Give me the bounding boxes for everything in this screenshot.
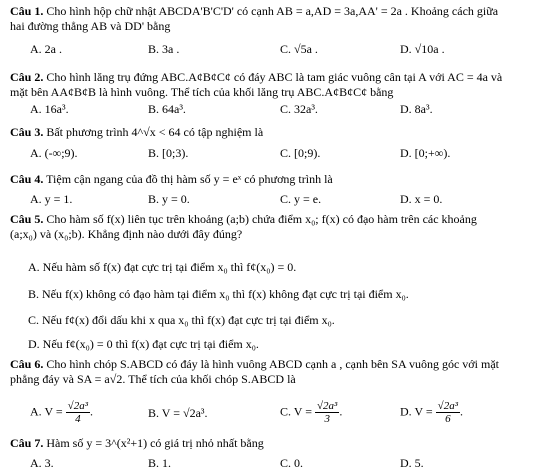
q5-option-d[interactable]: D. Nếu f¢(x₀) = 0 thì f(x) đạt cực trị tại điểm x₀. [28,337,259,351]
question-2-label: Câu 2. [10,70,44,84]
question-5-label: Câu 5. [10,212,44,226]
q1-option-b[interactable]: B. 3a . [148,42,180,56]
question-2 [10,70,550,100]
question-1-label: Câu 1. [10,4,44,18]
question-4-label: Câu 4. [10,172,44,186]
q6-option-a-fraction [66,400,90,425]
q6-option-a[interactable]: A. V = $\frac{\text{√2a³}}{4}$ . [30,400,94,425]
question-3-text: Bất phương trình 4^√x < 64 có tập nghiệm là [46,125,264,139]
q6-option-d[interactable]: D. V = $\frac{\text{√2a³}}{6}$ . [400,400,464,425]
question-4 [10,172,550,187]
q6-option-b[interactable] [148,406,208,421]
q4-option-d[interactable]: D. x = 0. [400,192,443,206]
question-6-text-line2: phẳng đáy và SA = a√2. Thể tích của khối chóp S.ABCD là [10,372,296,386]
q5-option-c[interactable]: C. Nếu f¢(x) đổi dấu khi x qua x₀ thì f(x) đạt cực trị tại điểm x₀. [28,313,335,327]
q4-option-c[interactable]: C. y = e. [280,192,322,206]
question-7-text: Hàm số y = 3^(x²+1) có giá trị nhỏ nhất bằng [46,436,264,450]
question-7 [10,436,550,451]
question-2-text-line2: mặt bên AA¢B¢B là hình vuông. Thể tích của khối lăng trụ ABC.A¢B¢C¢ bằng [10,85,394,99]
q2-option-a[interactable]: A. 16a³. [30,102,69,116]
question-1 [10,4,550,34]
q1-option-c[interactable]: C. √5a . [280,42,318,56]
q3-option-a[interactable]: A. (-∞;9). [30,146,78,160]
q4-option-b[interactable]: B. y = 0. [148,192,190,206]
q6-option-a-prefix: A. V = [30,404,63,419]
q5-option-b[interactable]: B. Nếu f(x) không có đạo hàm tại điểm x₀ thì f(x) không đạt cực trị tại điểm x₀. [28,287,409,301]
q7-option-c[interactable]: C. 0. [280,456,304,470]
q3-option-c[interactable]: C. [0;9). [280,146,321,160]
question-3 [10,125,550,140]
question-6-text-line1: Cho hình chóp S.ABCD có đáy là hình vuông ABCD cạnh a , cạnh bên SA vuông góc với mặt [46,357,499,371]
q2-option-c[interactable]: C. 32a³. [280,102,318,116]
q6-option-b-prefix: B. V = [148,406,181,420]
q3-option-d[interactable]: D. [0;+∞). [400,146,451,160]
q1-option-a[interactable]: A. 2a . [30,42,62,56]
question-4-text: Tiệm cận ngang của đồ thị hàm số y = eˣ có phương trình là [46,172,333,186]
q6-option-b-value: √2a³. [183,406,208,420]
q7-option-d[interactable]: D. 5. [400,456,424,470]
q6-option-c-denominator: 3 [324,413,330,425]
question-7-label: Câu 7. [10,436,44,450]
question-5 [10,212,550,242]
q6-option-c-prefix: C. V = [280,404,313,419]
q3-option-b[interactable]: B. [0;3). [148,146,189,160]
q7-option-b[interactable]: B. 1. [148,456,172,470]
q6-option-c-numerator: √2a³ [317,400,338,412]
q7-option-a[interactable]: A. 3. [30,456,54,470]
q6-option-d-prefix: D. V = [400,404,433,419]
question-3-label: Câu 3. [10,125,44,139]
q2-option-b[interactable]: B. 64a³. [148,102,186,116]
q2-option-d[interactable]: D. 8a³. [400,102,433,116]
question-2-text-line1: Cho hình lăng trụ đứng ABC.A¢B¢C¢ có đáy ABC là tam giác vuông cân tại A với AC = 4a và [46,70,503,84]
q1-option-d[interactable]: D. √10a . [400,42,445,56]
q6-option-c[interactable]: C. V = $\frac{\text{√2a³}}{3}$ . [280,400,343,425]
question-5-text-line1: Cho hàm số f(x) liên tục trên khoảng (a;b) chứa điểm x₀; f(x) có đạo hàm trên các khoảng [46,212,477,226]
q6-option-d-denominator: 6 [445,413,451,425]
question-6 [10,357,550,387]
q6-option-c-fraction [315,400,339,425]
question-1-text-line2: hai đường thẳng AB và DD' bằng [10,19,171,33]
question-6-label: Câu 6. [10,357,44,371]
question-1-text-line1: Cho hình hộp chữ nhật ABCDA'B'C'D' có cạnh AB = a,AD = 3a,AA' = 2a . Khoảng cách giữa [46,4,499,18]
q6-option-d-numerator: √2a³ [437,400,459,412]
q6-option-a-numerator: √2a³ [67,400,89,412]
q6-option-a-denominator: 4 [75,413,81,425]
q6-option-d-fraction [436,400,460,425]
q5-option-a[interactable]: A. Nếu hàm số f(x) đạt cực trị tại điểm x₀ thì f¢(x₀) = 0. [28,260,297,274]
q4-option-a[interactable]: A. y = 1. [30,192,73,206]
question-5-text-line2: (a;x₀) và (x₀;b). Khẳng định nào dưới đây đúng? [10,227,243,241]
